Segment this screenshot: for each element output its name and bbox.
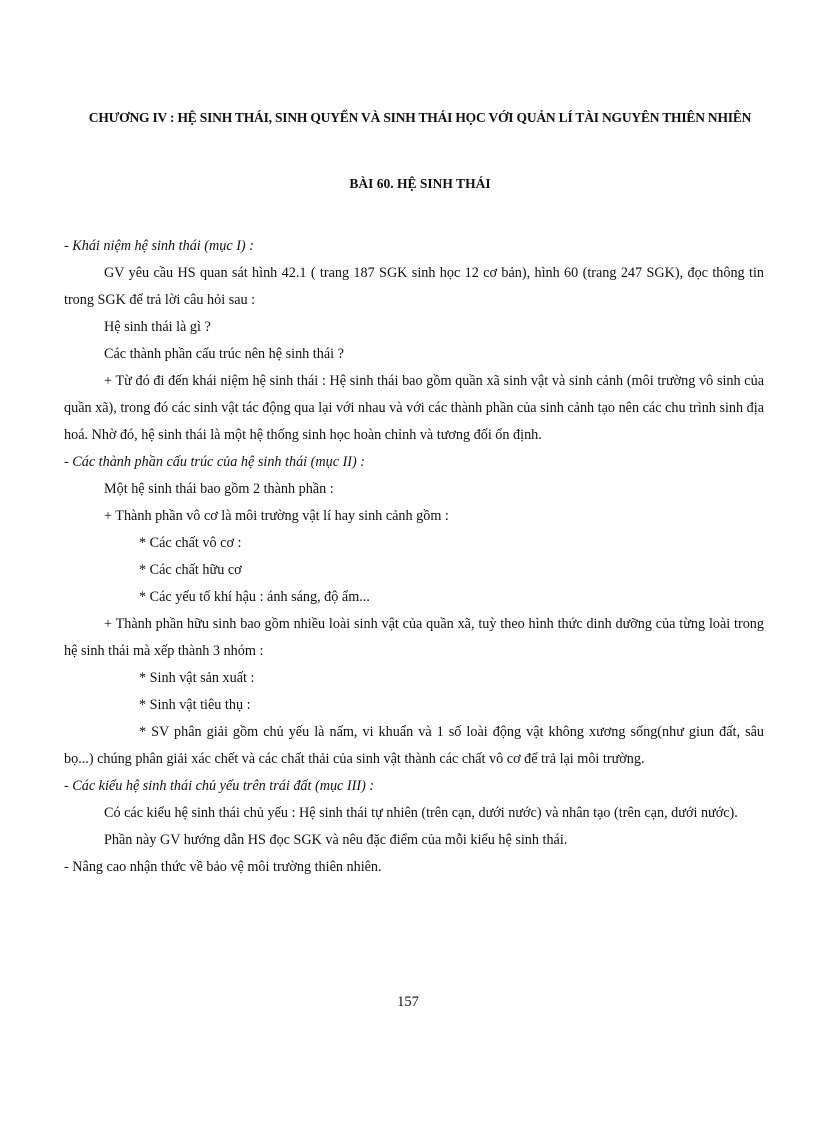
section1-question-1: Hệ sinh thái là gì ?	[104, 319, 211, 335]
section3-line-1: Có các kiểu hệ sinh thái chủ yếu : Hệ sinh thái tự nhiên (trên cạn, dưới nước) và nhân tạo (trên cạn, dưới nước).	[104, 805, 738, 821]
abiotic-item: * Các chất vô cơ :	[139, 535, 242, 551]
document-body	[64, 233, 764, 881]
biotic-item: * Sinh vật tiêu thụ :	[139, 697, 251, 713]
abiotic-item: * Các yếu tố khí hậu : ánh sáng, độ ẩm...	[139, 589, 370, 605]
section1-question-2: Các thành phần cấu trúc nên hệ sinh thái ?	[104, 346, 344, 362]
abiotic-component: + Thành phần vô cơ là môi trường vật lí hay sinh cảnh gồm :	[104, 508, 449, 524]
biotic-component: + Thành phần hữu sinh bao gồm nhiều loài sinh vật của quần xã, tuỳ theo hình thức dinh dưỡng của từng loài trong hệ sinh thái mà xếp thành 3 nhóm :	[64, 616, 764, 659]
section2-intro: Một hệ sinh thái bao gồm 2 thành phần :	[104, 481, 334, 497]
abiotic-item: * Các chất hữu cơ	[139, 562, 242, 578]
closing-line: - Nâng cao nhận thức về bảo vệ môi trường thiên nhiên.	[64, 859, 382, 875]
page-number: 157	[397, 994, 419, 1010]
section1-conclusion: + Từ đó đi đến khái niệm hệ sinh thái : Hệ sinh thái bao gồm quần xã sinh vật và sinh cảnh (môi trường vô sinh của quần xã), trong đó các sinh vật tác động qua lại với nhau và với các thành phần của sinh cảnh tạo nên các chu trình sinh địa hoá. Nhờ đó, hệ sinh thái là một hệ thống sinh học hoàn chỉnh và tương đối ổn định.	[64, 373, 764, 443]
section2-heading: - Các thành phần cấu trúc của hệ sinh thái (mục II) :	[64, 454, 366, 470]
lesson-title: BÀI 60. HỆ SINH THÁI	[349, 176, 491, 191]
section1-intro: GV yêu cầu HS quan sát hình 42.1 ( trang 187 SGK sinh học 12 cơ bản), hình 60 (trang 247 SGK), đọc thông tin trong SGK để trả lời câu hỏi sau :	[64, 265, 764, 308]
biotic-item: * Sinh vật sản xuất :	[139, 670, 255, 686]
section1-heading: - Khái niệm hệ sinh thái (mục I) :	[64, 238, 254, 254]
decomposer-item: * SV phân giải gồm chủ yếu là nấm, vi khuẩn và 1 số loài động vật không xương sống(như giun đất, sâu bọ...) chúng phân giải xác chết và các chất thải của sinh vật thành các chất vô cơ để trả lại môi trường.	[64, 724, 764, 767]
section3-line-2: Phần này GV hướng dẫn HS đọc SGK và nêu đặc điểm của mỗi kiểu hệ sinh thái.	[104, 832, 568, 848]
section3-heading: - Các kiểu hệ sinh thái chủ yếu trên trái đất (mục III) :	[64, 778, 375, 794]
chapter-title: CHƯƠNG IV : HỆ SINH THÁI, SINH QUYỂN VÀ SINH THÁI HỌC VỚI QUẢN LÍ TÀI NGUYÊN THIÊN NHIÊN	[88, 110, 752, 125]
